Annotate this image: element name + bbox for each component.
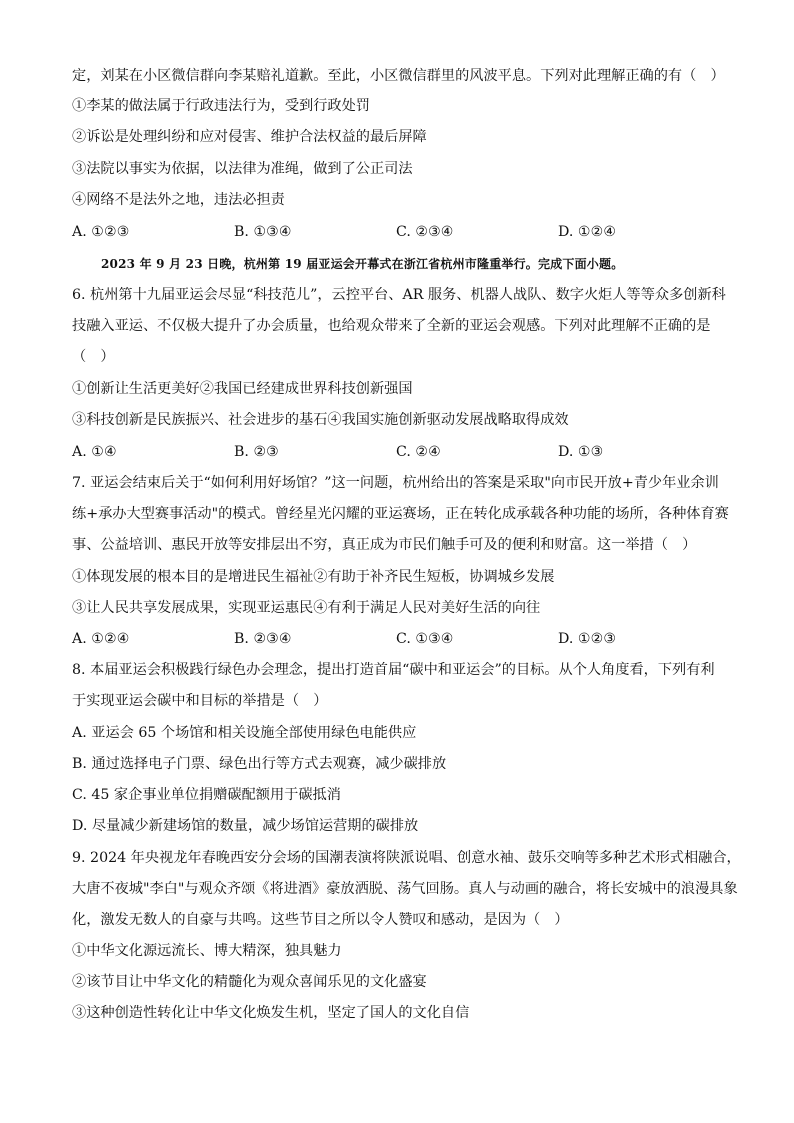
q6-option-c: C. ②④ [396, 444, 441, 460]
q6-stem-line-1: 6. 杭州第十九届亚运会尽显“科技范儿”，云控平台、AR 服务、机器人战队、数字火炬人等等众多创新科 [72, 287, 726, 303]
q7-stem-line-1: 7. 亚运会结束后关于“如何利用好场馆？”这一问题，杭州给出的答案是采取"向市民开放+青少年业余训 [72, 475, 719, 491]
q9-statement-3: ③这种创造性转化让中华文化焕发生机，坚定了国人的文化自信 [72, 1005, 470, 1021]
q7-stem-line-3: 事、公益培训、惠民开放等安排层出不穷，真正成为市民们触手可及的便利和财富。这一举措（ ） [72, 537, 697, 553]
q9-statement-1: ①中华文化源远流长、博大精深，独具魅力 [72, 943, 342, 959]
q9-statement-2: ②该节目让中华文化的精髓化为观众喜闻乐见的文化盛宴 [72, 974, 427, 990]
shared-material-intro: 2023 年 9 月 23 日晚，杭州第 19 届亚运会开幕式在浙江省杭州市隆重举行。完成下面小题。 [101, 257, 624, 271]
q7-stem-line-2: 练+承办大型赛事活动"的模式。曾经星光闪耀的亚运赛场，正在转化成承载各种功能的场所，各种体育赛 [72, 506, 729, 522]
q8-option-a: A. 亚运会 65 个场馆和相关设施全部使用绿色电能供应 [72, 725, 417, 741]
q6-option-b: B. ②③ [234, 444, 279, 460]
q8-stem-line-1: 8. 本届亚运会积极践行绿色办会理念，提出打造首届“碳中和亚运会”的目标。从个人角度看，下列有利 [72, 662, 715, 678]
q8-stem-line-2: 于实现亚运会碳中和目标的举措是（ ） [72, 693, 328, 709]
q7-option-c: C. ①③④ [396, 631, 454, 647]
q8-option-c: C. 45 家企事业单位捐赠碳配额用于碳抵消 [72, 787, 341, 803]
q7-options [72, 629, 732, 649]
q7-option-a: A. ①②④ [72, 631, 130, 647]
q5-statement-1: ①李某的做法属于行政违法行为，受到行政处罚 [72, 98, 370, 114]
q6-stem-line-3: （ ） [72, 349, 115, 365]
q5-stem-tail: 定，刘某在小区微信群向李某赔礼道歉。至此，小区微信群里的风波平息。下列对此理解正确的有（ ） [72, 68, 725, 84]
q6-option-a: A. ①④ [72, 444, 117, 460]
q5-statement-3: ③法院以事实为依据，以法律为准绳，做到了公正司法 [72, 161, 413, 177]
q6-statements-line-2: ③科技创新是民族振兴、社会进步的基石④我国实施创新驱动发展战略取得成效 [72, 412, 569, 428]
q5-statement-2: ②诉讼是处理纠纷和应对侵害、维护合法权益的最后屏障 [72, 129, 427, 145]
q5-option-c: C. ②③④ [396, 224, 454, 240]
q6-option-d: D. ①③ [558, 444, 604, 460]
q5-option-a: A. ①②③ [72, 224, 130, 240]
q5-option-b: B. ①③④ [234, 224, 292, 240]
q6-stem-line-2: 技融入亚运、不仅极大提升了办会质量，也给观众带来了全新的亚运会观感。下列对此理解不正确的是 [72, 318, 711, 334]
q8-option-d: D. 尽量减少新建场馆的数量，减少场馆运营期的碳排放 [72, 818, 419, 834]
q7-option-d: D. ①②③ [558, 631, 617, 647]
q5-options [72, 222, 732, 242]
q6-options [72, 442, 732, 462]
q9-stem-line-2: 大唐不夜城"李白"与观众齐颂《将进酒》豪放洒脱、荡气回肠。真人与动画的融合，将长安城中的浪漫具象 [72, 881, 738, 897]
q5-option-d: D. ①②④ [558, 224, 617, 240]
q7-option-b: B. ②③④ [234, 631, 292, 647]
q5-statement-4: ④网络不是法外之地，违法必担责 [72, 192, 285, 208]
q9-stem-line-1: 9. 2024 年央视龙年春晚西安分会场的国潮表演将陕派说唱、创意水袖、鼓乐交响等多种艺术形式相融合， [72, 850, 741, 866]
q7-statements-line-1: ①体现发展的根本目的是增进民生福祉②有助于补齐民生短板，协调城乡发展 [72, 569, 555, 585]
q8-option-b: B. 通过选择电子门票、绿色出行等方式去观赛，减少碳排放 [72, 756, 447, 772]
q9-stem-line-3: 化，激发无数人的自豪与共鸣。这些节目之所以令人赞叹和感动，是因为（ ） [72, 912, 569, 928]
q7-statements-line-2: ③让人民共享发展成果，实现亚运惠民④有利于满足人民对美好生活的向往 [72, 600, 541, 616]
q6-statements-line-1: ①创新让生活更美好②我国已经建成世界科技创新强国 [72, 381, 413, 397]
